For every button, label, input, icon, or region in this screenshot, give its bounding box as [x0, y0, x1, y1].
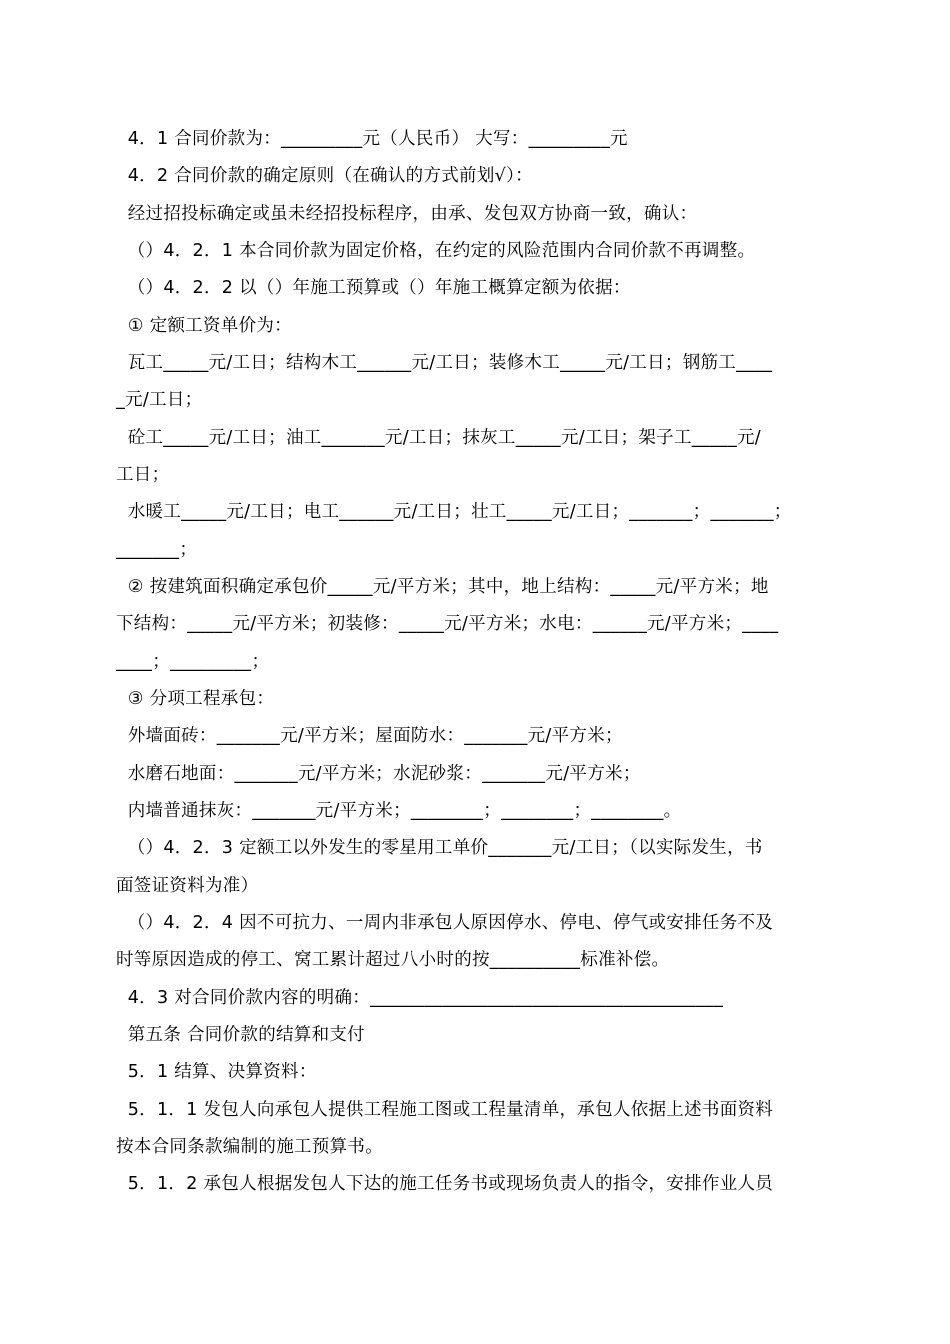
text-line: 5．1．2 承包人根据发包人下达的施工任务书或现场负责人的指令，安排作业人员	[116, 1174, 774, 1194]
text-line: _元/工日；	[116, 390, 203, 410]
text-line: ② 按建筑面积确定承包价_____元/平方米；其中，地上结构：_____元/平方米；地	[116, 577, 769, 597]
text-line: 水暖工_____元/工日；电工______元/工日；壮工_____元/工日；_______；_______；	[116, 502, 792, 522]
text-line: ____；_________；	[116, 652, 270, 672]
text-line: _______；	[116, 540, 198, 560]
text-line: 内墙普通抹灰：_______元/平方米；________；________；________。	[116, 801, 682, 821]
text-line: 经过招投标确定或虽未经招投标程序，由承、发包双方协商一致，确认：	[116, 204, 698, 224]
text-line: ③ 分项工程承包：	[116, 689, 275, 709]
text-line: 时等原因造成的停工、窝工累计超过八小时的按__________标准补偿。	[116, 950, 670, 970]
text-line: 外墙面砖：_______元/平方米；屋面防水：_______元/平方米；	[116, 726, 623, 746]
text-line: 5．1．1 发包人向承包人提供工程施工图或工程量清单，承包人依据上述书面资料	[116, 1100, 774, 1120]
text-line: （）4．2．4 因不可抗力、一周内非承包人原因停水、停电、停气或安排任务不及	[116, 913, 774, 933]
text-line: 砼工_____元/工日；油工_______元/工日；抹灰工_____元/工日；架子工_____元/	[116, 428, 762, 448]
text-line: 4．1 合同价款为：_________元（人民币） 大写：_________元	[116, 129, 628, 149]
text-line: 4．2 合同价款的确定原则（在确认的方式前划√）：	[116, 166, 533, 186]
text-line: （）4．2．1 本合同价款为固定价格，在约定的风险范围内合同价款不再调整。	[116, 241, 756, 261]
text-line: 第五条 合同价款的结算和支付	[116, 1025, 365, 1045]
text-line: （）4．2．2 以（）年施工预算或（）年施工概算定额为依据：	[116, 278, 631, 298]
text-line: 工日；	[116, 465, 170, 485]
text-line: 按本合同条款编制的施工预算书。	[116, 1137, 383, 1157]
text-line: 5．1 结算、决算资料：	[116, 1062, 317, 1082]
text-line: 水磨石地面：_______元/平方米；水泥砂浆：_______元/平方米；	[116, 764, 641, 784]
text-line: 下结构：_____元/平方米；初装修：_____元/平方米；水电：______元/平方米；____	[116, 614, 779, 634]
text-line: 瓦工_____元/工日；结构木工______元/工日；装修木工_____元/工日；钢筋工____	[116, 353, 773, 373]
text-line: ① 定额工资单价为：	[116, 316, 292, 336]
text-line: 4．3 对合同价款内容的明确：_______________________________________	[116, 988, 724, 1008]
text-line: 面签证资料为准）	[116, 876, 259, 896]
text-line: （）4．2．3 定额工以外发生的零星用工单价_______元/工日；（以实际发生，书	[116, 838, 763, 858]
